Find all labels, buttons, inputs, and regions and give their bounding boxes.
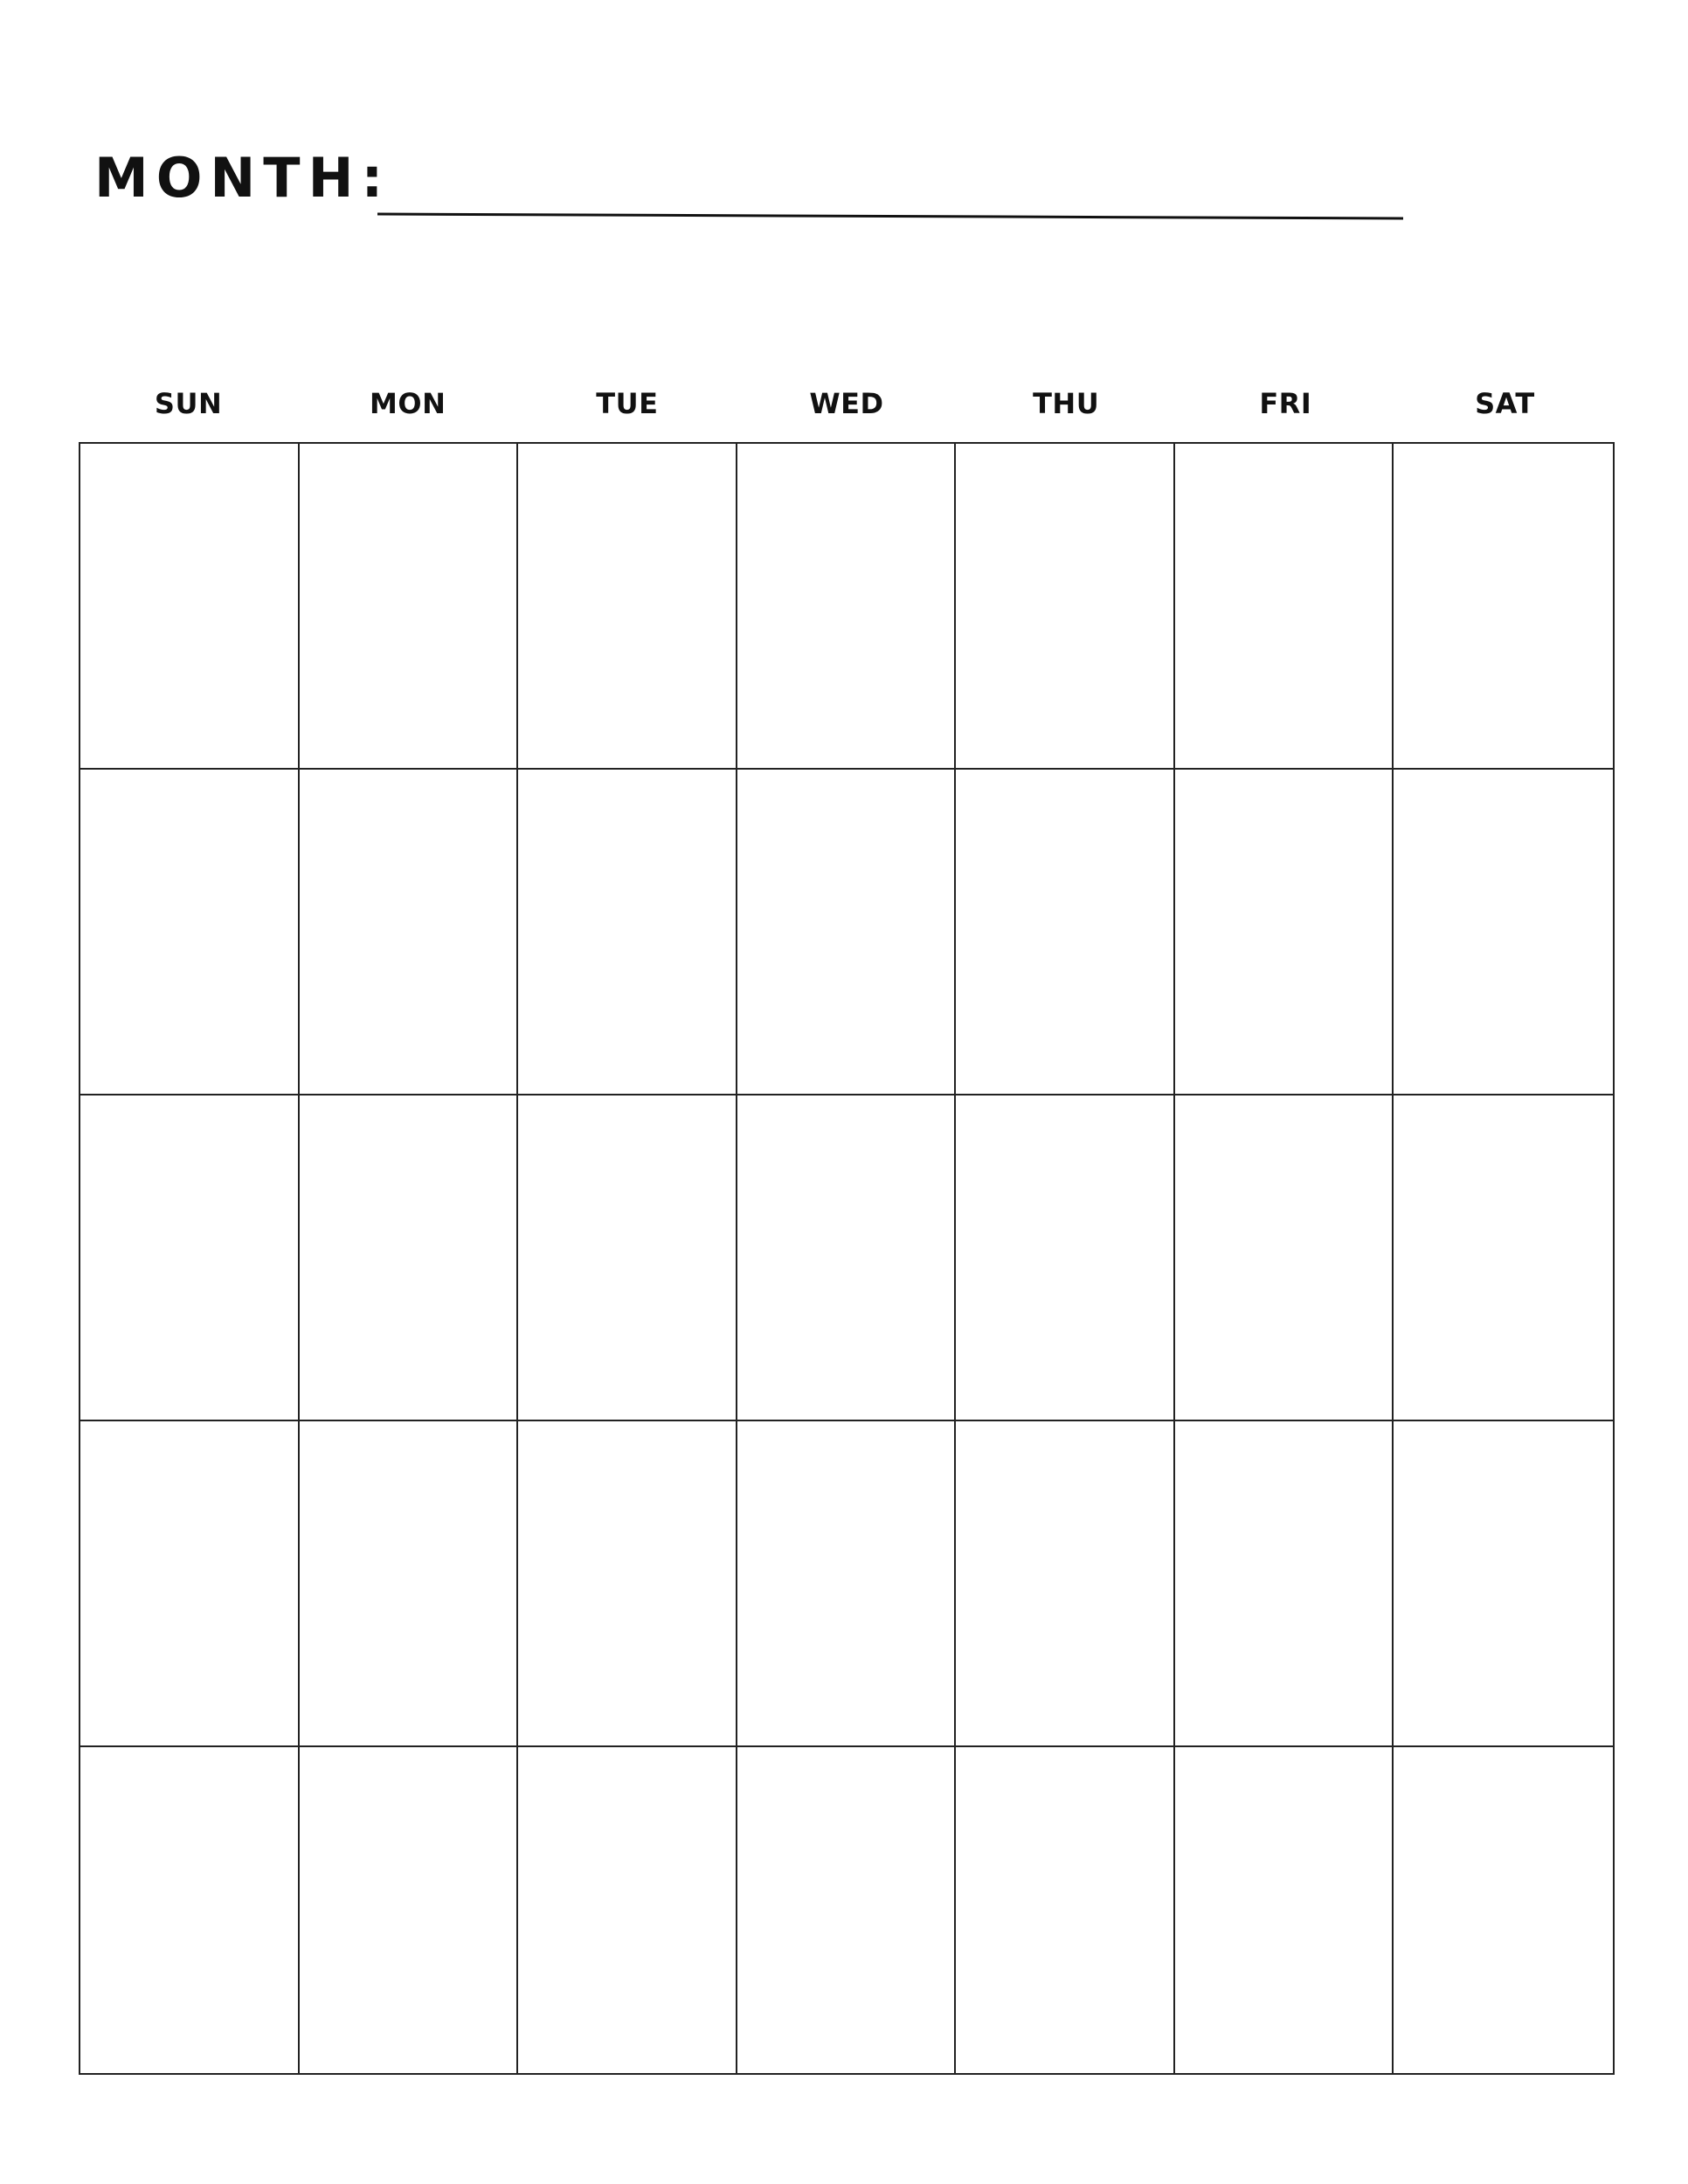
day-cell[interactable] [80,444,300,770]
day-cell[interactable] [80,1095,300,1421]
weekday-thu: THU [1033,387,1100,420]
day-cell[interactable] [300,444,519,770]
day-cell[interactable] [518,444,737,770]
day-cell[interactable] [518,1421,737,1747]
day-cell[interactable] [956,1421,1175,1747]
month-label: MONTH: [94,146,391,210]
day-cell[interactable] [737,770,957,1095]
weekday-mon: MON [370,387,446,420]
day-cell[interactable] [737,1421,957,1747]
day-cell[interactable] [1175,1095,1394,1421]
day-cell[interactable] [300,1095,519,1421]
weekday-sun: SUN [154,387,223,420]
weekday-header-row [79,384,1615,423]
day-cell[interactable] [1394,1095,1613,1421]
weekday-tue: TUE [596,387,659,420]
day-cell[interactable] [1394,770,1613,1095]
day-cell[interactable] [1175,770,1394,1095]
weekday-fri: FRI [1259,387,1312,420]
day-cell[interactable] [80,1747,300,2073]
day-cell[interactable] [518,1095,737,1421]
day-cell[interactable] [956,1095,1175,1421]
day-cell[interactable] [1394,1421,1613,1747]
day-cell[interactable] [737,444,957,770]
day-cell[interactable] [80,1421,300,1747]
weekday-sat: SAT [1475,387,1535,420]
day-cell[interactable] [300,1747,519,2073]
calendar-grid [79,442,1615,2075]
day-cell[interactable] [1175,1747,1394,2073]
day-cell[interactable] [737,1747,957,2073]
day-cell[interactable] [1175,1421,1394,1747]
day-cell[interactable] [737,1095,957,1421]
day-cell[interactable] [956,770,1175,1095]
day-cell[interactable] [80,770,300,1095]
day-cell[interactable] [1175,444,1394,770]
day-cell[interactable] [300,1421,519,1747]
day-cell[interactable] [300,770,519,1095]
weekday-wed: WED [809,387,884,420]
day-cell[interactable] [956,444,1175,770]
day-cell[interactable] [518,1747,737,2073]
day-cell[interactable] [1394,444,1613,770]
day-cell[interactable] [518,770,737,1095]
day-cell[interactable] [1394,1747,1613,2073]
day-cell[interactable] [956,1747,1175,2073]
month-header [94,144,1405,223]
